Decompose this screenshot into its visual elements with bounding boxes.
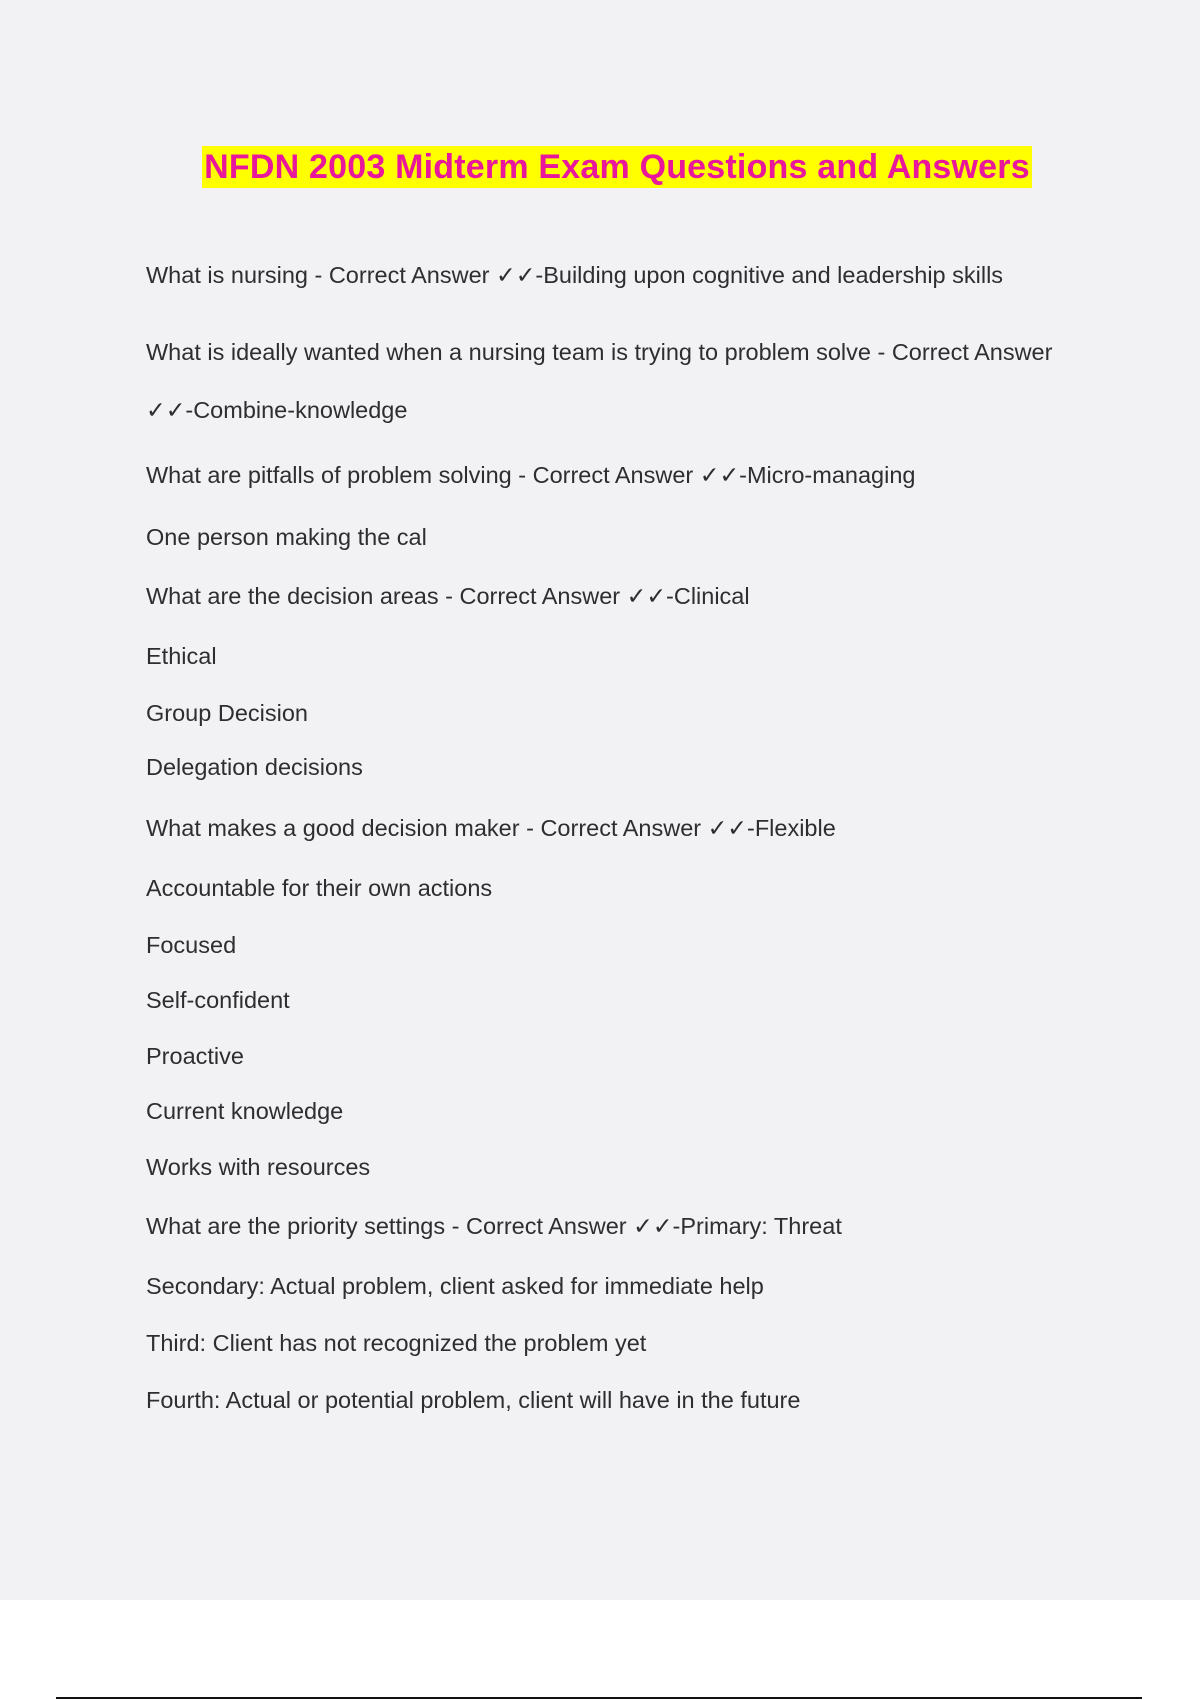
title-container bbox=[0, 146, 1200, 188]
answer-line: One person making the cal bbox=[146, 524, 427, 550]
answer-line: Ethical bbox=[146, 643, 217, 669]
answer-line: Delegation decisions bbox=[146, 754, 363, 780]
question-line: What are the decision areas - Correct Answer ✓✓-Clinical bbox=[146, 583, 750, 609]
answer-line: Fourth: Actual or potential problem, client will have in the future bbox=[146, 1387, 801, 1413]
question-line: What is nursing - Correct Answer ✓✓-Building upon cognitive and leadership skills bbox=[146, 262, 1004, 288]
answer-line: Proactive bbox=[146, 1043, 244, 1069]
answer-line: ✓✓-Combine-knowledge bbox=[146, 397, 408, 423]
answer-line: Self-confident bbox=[146, 987, 290, 1013]
question-line: What are the priority settings - Correct Answer ✓✓-Primary: Threat bbox=[146, 1213, 842, 1239]
document-title: NFDN 2003 Midterm Exam Questions and Answers bbox=[204, 148, 1030, 186]
question-line: What makes a good decision maker - Correct Answer ✓✓-Flexible bbox=[146, 815, 836, 841]
answer-line: Focused bbox=[146, 932, 237, 958]
answer-line: Current knowledge bbox=[146, 1098, 344, 1124]
footer-divider bbox=[56, 1697, 1142, 1699]
answer-line: Third: Client has not recognized the problem yet bbox=[146, 1330, 647, 1356]
answer-line: Accountable for their own actions bbox=[146, 875, 493, 901]
answer-line: Secondary: Actual problem, client asked for immediate help bbox=[146, 1273, 764, 1299]
answer-line: Group Decision bbox=[146, 700, 308, 726]
question-line: What is ideally wanted when a nursing team is trying to problem solve - Correct Answer bbox=[146, 339, 1053, 365]
answer-line: Works with resources bbox=[146, 1154, 371, 1180]
question-line: What are pitfalls of problem solving - Correct Answer ✓✓-Micro-managing bbox=[146, 462, 916, 488]
